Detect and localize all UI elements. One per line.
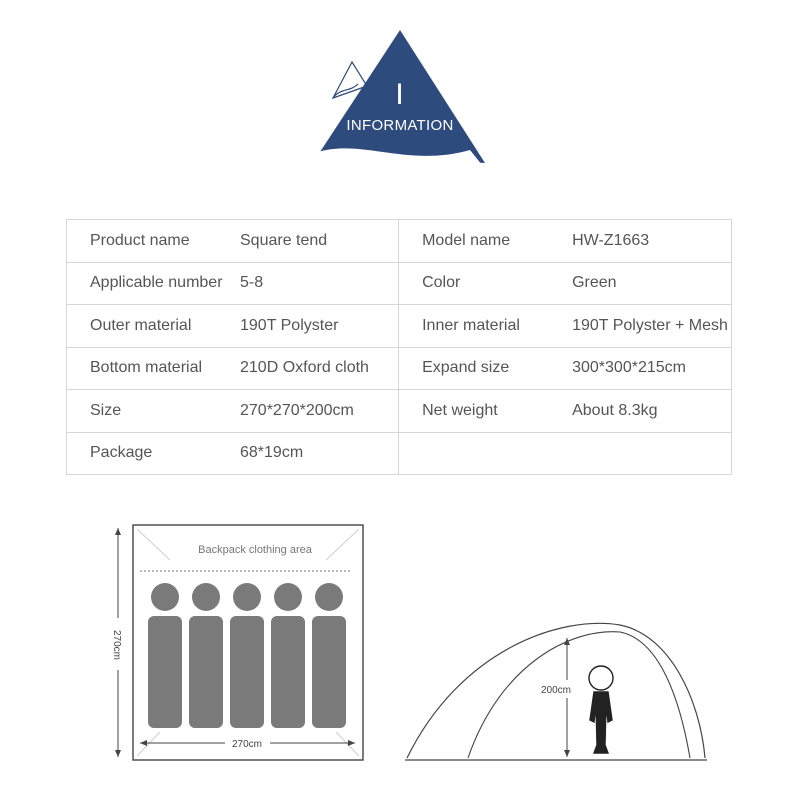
spec-row bbox=[67, 262, 732, 305]
spec-label: Net weight bbox=[422, 401, 498, 419]
sleeper-head bbox=[151, 583, 179, 611]
sleeper-head bbox=[233, 583, 261, 611]
spec-value: HW-Z1663 bbox=[572, 231, 650, 249]
corner-line bbox=[137, 529, 170, 560]
sleeping-pad bbox=[230, 616, 264, 728]
person-figure bbox=[589, 666, 613, 753]
spec-value: 300*300*215cm bbox=[572, 359, 686, 377]
spec-row bbox=[67, 347, 732, 390]
spec-value: 270*270*200cm bbox=[240, 401, 354, 419]
tent-diagrams bbox=[0, 500, 800, 800]
height-label: 200cm bbox=[540, 685, 571, 696]
spec-label: Bottom material bbox=[90, 359, 203, 377]
logo-title: INFORMATION bbox=[346, 117, 454, 134]
spec-row bbox=[67, 432, 732, 475]
specs-table bbox=[66, 219, 732, 475]
sleeper-head bbox=[192, 583, 220, 611]
spec-row bbox=[67, 220, 732, 263]
spec-value: 190T Polyster bbox=[240, 316, 339, 334]
backpack-area-label: Backpack clothing area bbox=[198, 544, 312, 556]
spec-value: 68*19cm bbox=[240, 444, 304, 462]
sleeping-pad bbox=[189, 616, 223, 728]
spec-label: Inner material bbox=[422, 316, 520, 334]
spec-right-cell bbox=[399, 432, 732, 475]
spec-value: 210D Oxford cloth bbox=[240, 359, 369, 377]
sleeper-group bbox=[148, 583, 346, 728]
spec-value: 5-8 bbox=[240, 274, 264, 292]
spec-label: Model name bbox=[422, 231, 511, 249]
corner-line bbox=[336, 732, 359, 756]
spec-right-cell bbox=[399, 262, 732, 305]
sleeper-head bbox=[274, 583, 302, 611]
sleeper-head bbox=[315, 583, 343, 611]
spec-label: Outer material bbox=[90, 316, 192, 334]
spec-label: Expand size bbox=[422, 359, 510, 377]
spec-row bbox=[67, 390, 732, 433]
spec-left-cell bbox=[67, 390, 399, 433]
spec-left-cell bbox=[67, 262, 399, 305]
spec-left-cell bbox=[67, 347, 399, 390]
spec-right-cell bbox=[399, 347, 732, 390]
information-logo bbox=[0, 0, 800, 180]
spec-row bbox=[67, 305, 732, 348]
spec-left-cell bbox=[67, 220, 399, 263]
spec-value: Square tend bbox=[240, 231, 328, 249]
spec-label: Package bbox=[90, 444, 153, 462]
logo-glyph: I bbox=[395, 78, 405, 111]
corner-line bbox=[326, 529, 359, 560]
corner-line bbox=[137, 732, 160, 756]
tent-inner-arc bbox=[468, 632, 690, 758]
sleeping-pad bbox=[312, 616, 346, 728]
spec-value: About 8.3kg bbox=[572, 401, 658, 419]
spec-label: Product name bbox=[90, 231, 190, 249]
spec-label: Applicable number bbox=[90, 274, 223, 292]
width-label: 270cm bbox=[231, 739, 263, 750]
spec-right-cell bbox=[399, 220, 732, 263]
spec-right-cell bbox=[399, 390, 732, 433]
sleeping-pad bbox=[148, 616, 182, 728]
spec-right-cell bbox=[399, 305, 732, 348]
tent-diagram-svg bbox=[0, 500, 800, 800]
depth-label: 270cm bbox=[111, 629, 122, 661]
spec-left-cell bbox=[67, 305, 399, 348]
spec-label: Size bbox=[90, 401, 122, 419]
spec-label: Color bbox=[422, 274, 461, 292]
spec-value: Green bbox=[572, 274, 617, 292]
sleeping-pad bbox=[271, 616, 305, 728]
spec-left-cell bbox=[67, 432, 399, 475]
spec-value: 190T Polyster + Mesh bbox=[572, 316, 728, 334]
